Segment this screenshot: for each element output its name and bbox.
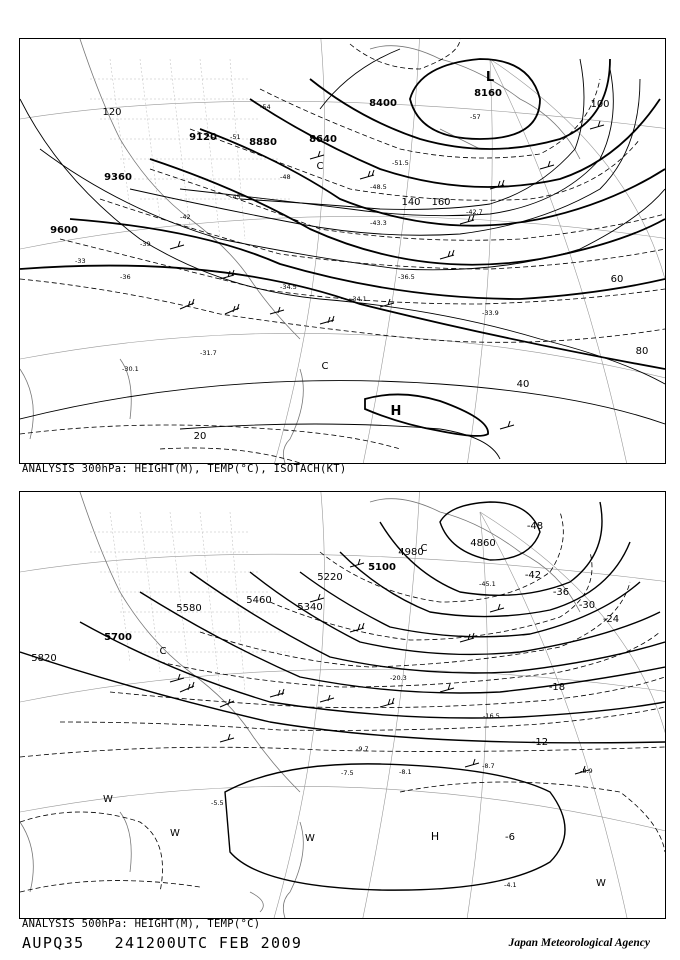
temp-label: -18	[548, 682, 566, 693]
height-label: 4860	[470, 538, 496, 549]
station-value: -42.7	[466, 208, 483, 216]
temp-label: -42	[524, 570, 542, 581]
overlay-grid-300	[90, 59, 290, 239]
height-label: 5460	[246, 595, 272, 606]
height-label: 5220	[317, 572, 343, 583]
temp-label: -48	[526, 521, 544, 532]
isotach-label: 160	[431, 197, 451, 208]
height-label: 5580	[176, 603, 202, 614]
height-label: 9120	[189, 132, 217, 143]
isotach-label: 40	[516, 379, 530, 390]
temp-labels-300	[75, 103, 481, 281]
station-value: -5.5	[211, 799, 224, 807]
station-value: -51.5	[392, 159, 409, 167]
height-label: 5340	[297, 602, 323, 613]
station-value: -34.1	[350, 295, 367, 303]
height-label: 8880	[249, 137, 277, 148]
temp-label: -33	[75, 257, 86, 265]
analysis-map-300hpa	[19, 38, 666, 464]
station-value: -8.1	[399, 768, 412, 776]
station-value: -31.7	[200, 349, 217, 357]
height-label: 4980	[398, 547, 424, 558]
station-value: -43.3	[370, 219, 387, 227]
chart-code: AUPQ35	[22, 934, 85, 952]
wind-barbs-300	[170, 121, 604, 429]
temp-label: -24	[602, 614, 620, 625]
height-label: 8400	[369, 98, 397, 109]
warm-marker-500: W	[596, 878, 606, 889]
map-300hpa-canvas	[20, 39, 665, 463]
station-value: -36.5	[398, 273, 415, 281]
caption-300hpa: ANALYSIS 300hPa: HEIGHT(M), TEMP(°C), ISOTACH(KT)	[22, 463, 347, 475]
low-center-300: L	[485, 70, 495, 85]
isotach-label: 100	[590, 99, 610, 110]
station-value: -33.9	[482, 309, 499, 317]
isotach-label: 80	[635, 346, 649, 357]
height-labels-500	[31, 538, 495, 664]
temp-label: -45	[230, 193, 241, 201]
warm-marker-500: W	[103, 794, 113, 805]
temp-label: -6	[505, 832, 515, 843]
temp-label: -36	[120, 273, 131, 281]
chart-identifier	[22, 934, 332, 952]
station-value: -8.9	[580, 767, 593, 775]
height-label: 8640	[309, 134, 337, 145]
map-500hpa-canvas	[20, 492, 665, 918]
graticule-500	[20, 492, 665, 918]
height-label: 9360	[104, 172, 132, 183]
isotherms-500	[20, 512, 665, 892]
station-value: -4.1	[504, 881, 517, 889]
temp-label: -51	[230, 133, 241, 141]
cold-marker-500-b: C	[420, 543, 428, 554]
height-label: 5100	[368, 562, 396, 573]
cold-marker-300-a: C	[316, 161, 324, 172]
high-center-500: H	[430, 830, 440, 843]
height-label: 8160	[474, 88, 502, 99]
coastline-300	[20, 39, 580, 463]
station-value: -16.5	[483, 712, 500, 720]
cold-marker-300-b: C	[321, 361, 329, 372]
temp-label: -57	[470, 113, 481, 121]
height-label: 5700	[104, 632, 132, 643]
isotach-label: 120	[102, 107, 122, 118]
isotach-label: 60	[610, 274, 624, 285]
agency-credit: Japan Meteorological Agency	[508, 937, 650, 949]
temp-label: -48	[280, 173, 291, 181]
isotach-labels-300	[102, 99, 648, 442]
height-label: 9600	[50, 225, 78, 236]
temp-label: -39	[140, 240, 151, 248]
valid-time: 241200UTC FEB 2009	[114, 934, 303, 952]
height-label: 5820	[31, 653, 57, 664]
temp-label: -12	[531, 737, 549, 748]
station-value: -7.5	[341, 769, 354, 777]
caption-500hpa: ANALYSIS 500hPa: HEIGHT(M), TEMP(°C)	[22, 918, 261, 930]
station-value: -48.5	[370, 183, 387, 191]
isotach-label: 20	[193, 431, 207, 442]
cold-marker-500: C	[159, 646, 167, 657]
temp-label: -36	[552, 587, 570, 598]
station-value: -45.1	[479, 580, 496, 588]
temp-label: -42	[180, 213, 191, 221]
temp-labels-500	[505, 521, 619, 843]
station-values-500	[211, 580, 596, 889]
station-value: -9.7	[356, 745, 369, 753]
station-value: -30.1	[122, 365, 139, 373]
warm-marker-500: W	[305, 833, 315, 844]
warm-marker-500: W	[170, 828, 180, 839]
station-value: -8.7	[482, 762, 495, 770]
station-value: -34.5	[280, 283, 297, 291]
station-value: -20.3	[390, 674, 407, 682]
temp-label: -30	[578, 600, 596, 611]
high-center-300: H	[390, 404, 402, 419]
isotach-label: 140	[401, 197, 421, 208]
analysis-map-500hpa	[19, 491, 666, 919]
temp-label: -54	[260, 103, 271, 111]
coastline-500	[20, 492, 580, 918]
